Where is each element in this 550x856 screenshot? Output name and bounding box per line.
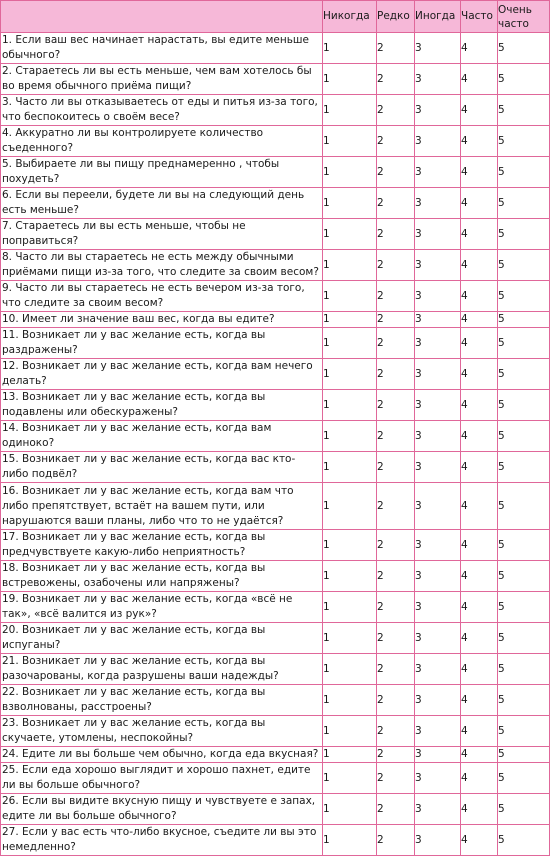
answer-option-cell[interactable]: 2: [377, 64, 415, 95]
answer-option-cell[interactable]: 1: [323, 592, 377, 623]
question-text: 22. Возникает ли у вас желание есть, когда вы взволнованы, расстроены?: [1, 685, 323, 716]
answer-option-cell[interactable]: 2: [377, 126, 415, 157]
answer-option-cell[interactable]: 4: [461, 716, 498, 747]
answer-option-cell[interactable]: 5: [498, 747, 550, 763]
answer-option-cell[interactable]: 3: [415, 250, 461, 281]
question-text: 5. Выбираете ли вы пищу преднамеренно , чтобы похудеть?: [1, 157, 323, 188]
answer-option-cell[interactable]: 2: [377, 825, 415, 856]
table-row: [1, 281, 550, 312]
table-row: [1, 328, 550, 359]
answer-option-cell[interactable]: 2: [377, 794, 415, 825]
answer-option-cell[interactable]: 5: [498, 685, 550, 716]
answer-option-cell[interactable]: 5: [498, 421, 550, 452]
answer-option-cell[interactable]: 4: [461, 219, 498, 250]
answer-option-cell[interactable]: 3: [415, 716, 461, 747]
question-text: 4. Аккуратно ли вы контролируете количество съеденного?: [1, 126, 323, 157]
answer-option-cell[interactable]: 4: [461, 126, 498, 157]
answer-option-cell[interactable]: 2: [377, 33, 415, 64]
answer-option-cell[interactable]: 1: [323, 188, 377, 219]
answer-option-cell[interactable]: 2: [377, 747, 415, 763]
answer-option-cell[interactable]: 5: [498, 359, 550, 390]
answer-option-cell[interactable]: 1: [323, 825, 377, 856]
answer-option-cell[interactable]: 2: [377, 250, 415, 281]
answer-option-cell[interactable]: 3: [415, 157, 461, 188]
question-text: 10. Имеет ли значение ваш вес, когда вы едите?: [1, 312, 323, 328]
answer-option-cell[interactable]: 2: [377, 281, 415, 312]
answer-option-cell[interactable]: 1: [323, 530, 377, 561]
answer-option-cell[interactable]: 5: [498, 188, 550, 219]
answer-option-cell[interactable]: 3: [415, 452, 461, 483]
answer-option-cell[interactable]: 3: [415, 188, 461, 219]
answer-option-cell[interactable]: 5: [498, 654, 550, 685]
answer-option-cell[interactable]: 2: [377, 654, 415, 685]
answer-option-cell[interactable]: 4: [461, 33, 498, 64]
answer-option-cell[interactable]: 1: [323, 483, 377, 530]
table-row: [1, 390, 550, 421]
answer-option-cell[interactable]: 1: [323, 64, 377, 95]
answer-option-cell[interactable]: 5: [498, 623, 550, 654]
answer-option-cell[interactable]: 4: [461, 561, 498, 592]
answer-option-cell[interactable]: 5: [498, 281, 550, 312]
answer-option-cell[interactable]: 5: [498, 561, 550, 592]
question-text: 27. Если у вас есть что-либо вкусное, съедите ли вы это немедленно?: [1, 825, 323, 856]
answer-option-cell[interactable]: 5: [498, 794, 550, 825]
answer-option-cell[interactable]: 2: [377, 188, 415, 219]
answer-option-cell[interactable]: 3: [415, 390, 461, 421]
question-text: 15. Возникает ли у вас желание есть, когда вас кто-либо подвёл?: [1, 452, 323, 483]
answer-option-cell[interactable]: 1: [323, 794, 377, 825]
answer-option-cell[interactable]: 3: [415, 685, 461, 716]
answer-option-cell[interactable]: 5: [498, 530, 550, 561]
answer-option-cell[interactable]: 1: [323, 654, 377, 685]
answer-option-cell[interactable]: 5: [498, 33, 550, 64]
answer-option-cell[interactable]: 3: [415, 483, 461, 530]
question-text: 17. Возникает ли у вас желание есть, когда вы предчувствуете какую-либо неприятность?: [1, 530, 323, 561]
question-text: 9. Часто ли вы стараетесь не есть вечером из-за того, что следите за своим весом?: [1, 281, 323, 312]
question-text: 24. Едите ли вы больше чем обычно, когда еда вкусная?: [1, 747, 323, 763]
question-text: 13. Возникает ли у вас желание есть, когда вы подавлены или обескуражены?: [1, 390, 323, 421]
question-text: 26. Если вы видите вкусную пищу и чувствуете е запах, едите ли вы больше обычного?: [1, 794, 323, 825]
answer-option-cell[interactable]: 5: [498, 95, 550, 126]
answer-option-cell[interactable]: 4: [461, 95, 498, 126]
answer-option-cell[interactable]: 4: [461, 794, 498, 825]
question-text: 7. Стараетесь ли вы есть меньше, чтобы не поправиться?: [1, 219, 323, 250]
table-row: [1, 421, 550, 452]
answer-option-cell[interactable]: 5: [498, 126, 550, 157]
answer-option-cell[interactable]: 5: [498, 312, 550, 328]
answer-option-cell[interactable]: 1: [323, 250, 377, 281]
answer-option-cell[interactable]: 4: [461, 390, 498, 421]
question-text: 11. Возникает ли у вас желание есть, когда вы раздражены?: [1, 328, 323, 359]
answer-option-cell[interactable]: 5: [498, 825, 550, 856]
answer-option-cell[interactable]: 2: [377, 685, 415, 716]
table-row: [1, 126, 550, 157]
answer-option-cell[interactable]: 5: [498, 483, 550, 530]
table-row: [1, 64, 550, 95]
answer-option-cell[interactable]: 2: [377, 95, 415, 126]
question-text: 2. Стараетесь ли вы есть меньше, чем вам хотелось бы во время обычного приёма пищи?: [1, 64, 323, 95]
answer-option-cell[interactable]: 4: [461, 452, 498, 483]
answer-option-cell[interactable]: 3: [415, 747, 461, 763]
answer-option-cell[interactable]: 3: [415, 219, 461, 250]
answer-option-cell[interactable]: 4: [461, 623, 498, 654]
header-option-very-often: Очень часто: [498, 1, 550, 33]
answer-option-cell[interactable]: 3: [415, 825, 461, 856]
table-row: [1, 33, 550, 64]
answer-option-cell[interactable]: 5: [498, 219, 550, 250]
table-row: [1, 359, 550, 390]
answer-option-cell[interactable]: 3: [415, 561, 461, 592]
table-row: [1, 312, 550, 328]
header-option-often: Часто: [461, 1, 498, 33]
answer-option-cell[interactable]: 4: [461, 359, 498, 390]
table-row: [1, 623, 550, 654]
answer-option-cell[interactable]: 2: [377, 483, 415, 530]
answer-option-cell[interactable]: 2: [377, 157, 415, 188]
header-option-rarely: Редко: [377, 1, 415, 33]
header-question-cell: [1, 1, 323, 33]
answer-option-cell[interactable]: 4: [461, 654, 498, 685]
table-row: [1, 219, 550, 250]
table-row: [1, 530, 550, 561]
answer-option-cell[interactable]: 4: [461, 250, 498, 281]
question-text: 19. Возникает ли у вас желание есть, когда «всё не так», «всё валится из рук»?: [1, 592, 323, 623]
table-row: [1, 747, 550, 763]
answer-option-cell[interactable]: 1: [323, 359, 377, 390]
answer-option-cell[interactable]: 4: [461, 685, 498, 716]
answer-option-cell[interactable]: 4: [461, 157, 498, 188]
answer-option-cell[interactable]: 3: [415, 33, 461, 64]
answer-option-cell[interactable]: 2: [377, 530, 415, 561]
answer-option-cell[interactable]: 2: [377, 328, 415, 359]
answer-option-cell[interactable]: 3: [415, 126, 461, 157]
table-row: [1, 825, 550, 856]
answer-option-cell[interactable]: 1: [323, 126, 377, 157]
question-text: 18. Возникает ли у вас желание есть, когда вы встревожены, озабочены или напряжены?: [1, 561, 323, 592]
question-text: 16. Возникает ли у вас желание есть, когда вам что либо препятствует, встаёт на вашем пути, или нарушаются ваши планы, либо что то не удаётся?: [1, 483, 323, 530]
answer-option-cell[interactable]: 3: [415, 312, 461, 328]
answer-option-cell[interactable]: 5: [498, 390, 550, 421]
answer-option-cell[interactable]: 1: [323, 95, 377, 126]
answer-option-cell[interactable]: 1: [323, 561, 377, 592]
answer-option-cell[interactable]: 2: [377, 452, 415, 483]
answer-option-cell[interactable]: 3: [415, 328, 461, 359]
answer-option-cell[interactable]: 1: [323, 281, 377, 312]
answer-option-cell[interactable]: 1: [323, 747, 377, 763]
answer-option-cell[interactable]: 1: [323, 685, 377, 716]
table-row: [1, 794, 550, 825]
answer-option-cell[interactable]: 1: [323, 390, 377, 421]
answer-option-cell[interactable]: 4: [461, 763, 498, 794]
answer-option-cell[interactable]: 3: [415, 794, 461, 825]
question-text: 3. Часто ли вы отказываетесь от еды и питья из-за того, что беспокоитесь о своём весе?: [1, 95, 323, 126]
answer-option-cell[interactable]: 3: [415, 763, 461, 794]
question-text: 8. Часто ли вы стараетесь не есть между обычными приёмами пищи из-за того, что следите за своим весом?: [1, 250, 323, 281]
table-row: [1, 188, 550, 219]
answer-option-cell[interactable]: 4: [461, 64, 498, 95]
answer-option-cell[interactable]: 4: [461, 530, 498, 561]
question-text: 23. Возникает ли у вас желание есть, когда вы скучаете, утомлены, неспокойны?: [1, 716, 323, 747]
answer-option-cell[interactable]: 5: [498, 328, 550, 359]
question-text: 21. Возникает ли у вас желание есть, когда вы разочарованы, когда разрушены ваши надежды?: [1, 654, 323, 685]
answer-option-cell[interactable]: 5: [498, 716, 550, 747]
question-text: 14. Возникает ли у вас желание есть, когда вам одиноко?: [1, 421, 323, 452]
table-row: [1, 592, 550, 623]
answer-option-cell[interactable]: 4: [461, 592, 498, 623]
answer-option-cell[interactable]: 5: [498, 452, 550, 483]
answer-option-cell[interactable]: 4: [461, 747, 498, 763]
answer-option-cell[interactable]: 3: [415, 95, 461, 126]
answer-option-cell[interactable]: 4: [461, 483, 498, 530]
answer-option-cell[interactable]: 4: [461, 825, 498, 856]
answer-option-cell[interactable]: 3: [415, 623, 461, 654]
answer-option-cell[interactable]: 1: [323, 452, 377, 483]
answer-option-cell[interactable]: 4: [461, 421, 498, 452]
table-row: [1, 654, 550, 685]
question-text: 1. Если ваш вес начинает нарастать, вы едите меньше обычного?: [1, 33, 323, 64]
answer-option-cell[interactable]: 1: [323, 157, 377, 188]
answer-option-cell[interactable]: 3: [415, 421, 461, 452]
question-rows: [1, 33, 550, 856]
answer-option-cell[interactable]: 1: [323, 716, 377, 747]
answer-option-cell[interactable]: 2: [377, 312, 415, 328]
answer-option-cell[interactable]: 1: [323, 623, 377, 654]
answer-option-cell[interactable]: 2: [377, 219, 415, 250]
answer-option-cell[interactable]: 4: [461, 188, 498, 219]
question-text: 20. Возникает ли у вас желание есть, когда вы испуганы?: [1, 623, 323, 654]
answer-option-cell[interactable]: 2: [377, 592, 415, 623]
answer-option-cell[interactable]: 2: [377, 623, 415, 654]
answer-option-cell[interactable]: 5: [498, 250, 550, 281]
question-text: 12. Возникает ли у вас желание есть, когда вам нечего делать?: [1, 359, 323, 390]
answer-option-cell[interactable]: 5: [498, 763, 550, 794]
answer-option-cell[interactable]: 4: [461, 312, 498, 328]
answer-option-cell[interactable]: 5: [498, 157, 550, 188]
answer-option-cell[interactable]: 2: [377, 421, 415, 452]
answer-option-cell[interactable]: 4: [461, 281, 498, 312]
answer-option-cell[interactable]: 2: [377, 561, 415, 592]
question-text: 25. Если еда хорошо выглядит и хорошо пахнет, едите ли вы больше обычного?: [1, 763, 323, 794]
answer-option-cell[interactable]: 1: [323, 421, 377, 452]
table-row: [1, 250, 550, 281]
answer-option-cell[interactable]: 1: [323, 312, 377, 328]
header-row: [1, 1, 550, 33]
table-row: [1, 157, 550, 188]
table-row: [1, 483, 550, 530]
answer-option-cell[interactable]: 1: [323, 33, 377, 64]
answer-option-cell[interactable]: 5: [498, 64, 550, 95]
answer-option-cell[interactable]: 2: [377, 716, 415, 747]
table-row: [1, 452, 550, 483]
answer-option-cell[interactable]: 3: [415, 530, 461, 561]
answer-option-cell[interactable]: 2: [377, 763, 415, 794]
answer-option-cell[interactable]: 3: [415, 359, 461, 390]
answer-option-cell[interactable]: 2: [377, 359, 415, 390]
question-text: 6. Если вы переели, будете ли вы на следующий день есть меньше?: [1, 188, 323, 219]
table-row: [1, 716, 550, 747]
answer-option-cell[interactable]: 3: [415, 592, 461, 623]
answer-option-cell[interactable]: 3: [415, 654, 461, 685]
answer-option-cell[interactable]: 3: [415, 64, 461, 95]
answer-option-cell[interactable]: 2: [377, 390, 415, 421]
table-row: [1, 95, 550, 126]
answer-option-cell[interactable]: 5: [498, 592, 550, 623]
table-row: [1, 685, 550, 716]
answer-option-cell[interactable]: 1: [323, 328, 377, 359]
table-row: [1, 561, 550, 592]
answer-option-cell[interactable]: 3: [415, 281, 461, 312]
header-option-never: Никогда: [323, 1, 377, 33]
answer-option-cell[interactable]: 1: [323, 763, 377, 794]
table-row: [1, 763, 550, 794]
answer-option-cell[interactable]: 1: [323, 219, 377, 250]
header-option-sometimes: Иногда: [415, 1, 461, 33]
answer-option-cell[interactable]: 4: [461, 328, 498, 359]
